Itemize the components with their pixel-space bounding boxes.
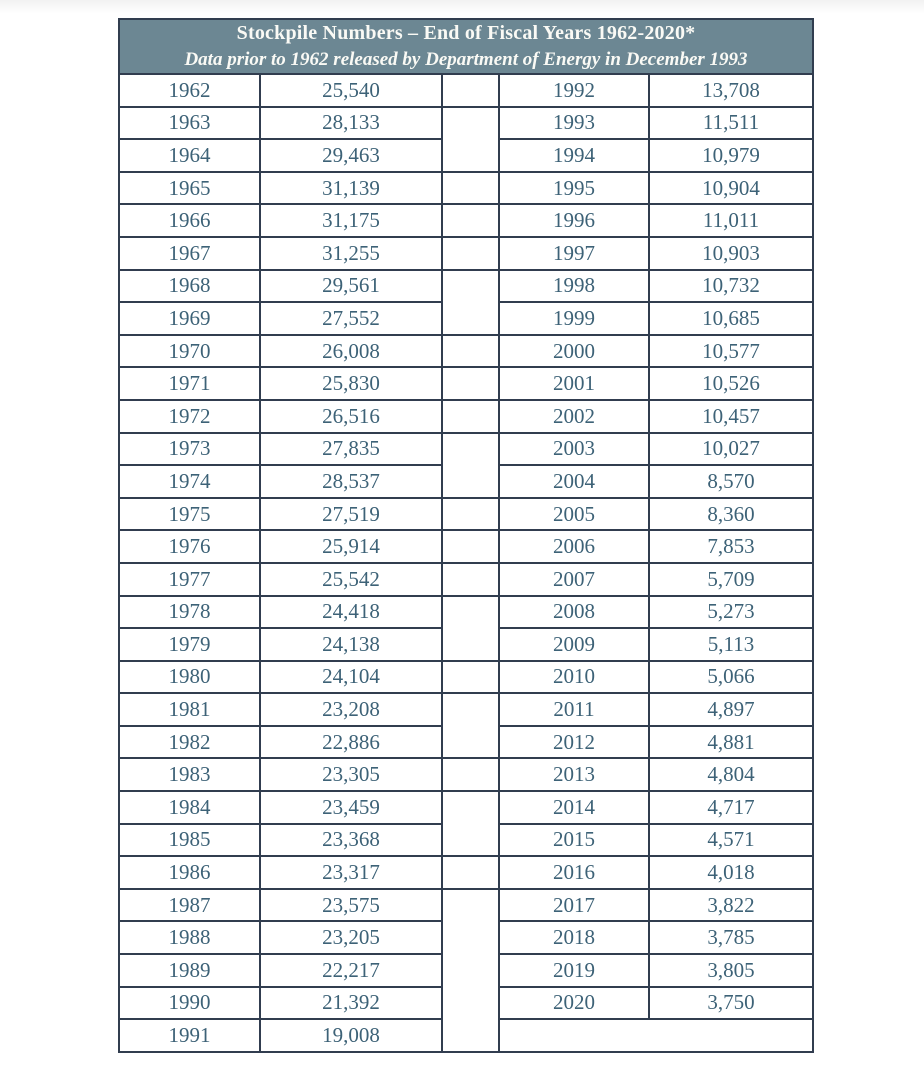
value-cell-right: 5,273 [649,596,813,629]
value-cell-left: 21,392 [260,987,442,1020]
value-cell-right: 13,708 [649,74,813,107]
year-cell-left: 1966 [119,204,260,237]
gap-cell [442,270,499,335]
value-cell-left: 27,835 [260,433,442,466]
gap-cell [442,335,499,368]
value-cell-left: 28,537 [260,465,442,498]
value-cell-right: 3,785 [649,921,813,954]
gap-cell [442,400,499,433]
year-cell-right: 2008 [499,596,649,629]
year-cell-right: 2004 [499,465,649,498]
value-cell-left: 24,104 [260,661,442,694]
value-cell-right: 10,685 [649,302,813,335]
value-cell-right: 10,903 [649,237,813,270]
value-cell-right: 10,526 [649,367,813,400]
value-cell-right: 3,750 [649,987,813,1020]
value-cell-right: 4,018 [649,856,813,889]
value-cell-right: 4,571 [649,824,813,857]
gap-cell [442,758,499,791]
year-cell-right: 2005 [499,498,649,531]
table-row [119,596,813,629]
year-cell-right: 2002 [499,400,649,433]
year-cell-left: 1987 [119,889,260,922]
value-cell-left: 25,542 [260,563,442,596]
table-row [119,270,813,303]
year-cell-left: 1984 [119,791,260,824]
value-cell-left: 31,175 [260,204,442,237]
page-top-shade [0,0,924,14]
value-cell-right: 10,979 [649,139,813,172]
year-cell-left: 1978 [119,596,260,629]
value-cell-right: 10,577 [649,335,813,368]
gap-cell [442,433,499,498]
value-cell-right: 4,897 [649,693,813,726]
year-cell-right: 1997 [499,237,649,270]
value-cell-left: 23,317 [260,856,442,889]
value-cell-left: 23,368 [260,824,442,857]
table-row [119,74,813,107]
table-row [119,856,813,889]
value-cell-left: 25,540 [260,74,442,107]
table-row [119,367,813,400]
empty-cell [499,1019,813,1052]
value-cell-right: 10,457 [649,400,813,433]
gap-cell [442,530,499,563]
year-cell-left: 1979 [119,628,260,661]
gap-cell [442,889,499,1052]
year-cell-right: 2001 [499,367,649,400]
value-cell-left: 28,133 [260,107,442,140]
gap-cell [442,74,499,107]
year-cell-right: 1995 [499,172,649,205]
value-cell-right: 7,853 [649,530,813,563]
gap-cell [442,693,499,758]
gap-cell [442,204,499,237]
year-cell-left: 1969 [119,302,260,335]
table-header-row [119,19,813,74]
value-cell-right: 4,717 [649,791,813,824]
year-cell-left: 1986 [119,856,260,889]
table-row [119,791,813,824]
year-cell-left: 1973 [119,433,260,466]
table-row [119,433,813,466]
gap-cell [442,856,499,889]
gap-cell [442,661,499,694]
table-row [119,530,813,563]
year-cell-right: 1994 [499,139,649,172]
year-cell-right: 2003 [499,433,649,466]
year-cell-right: 2013 [499,758,649,791]
year-cell-left: 1963 [119,107,260,140]
value-cell-right: 5,066 [649,661,813,694]
year-cell-left: 1965 [119,172,260,205]
value-cell-left: 23,459 [260,791,442,824]
year-cell-left: 1972 [119,400,260,433]
year-cell-left: 1968 [119,270,260,303]
table-row [119,107,813,140]
year-cell-right: 2009 [499,628,649,661]
year-cell-right: 2015 [499,824,649,857]
value-cell-left: 23,575 [260,889,442,922]
value-cell-right: 10,027 [649,433,813,466]
year-cell-left: 1988 [119,921,260,954]
value-cell-right: 3,822 [649,889,813,922]
year-cell-left: 1977 [119,563,260,596]
table-row [119,335,813,368]
year-cell-left: 1982 [119,726,260,759]
table-subtitle: Data prior to 1962 released by Department of Energy in December 1993 [184,49,748,70]
year-cell-left: 1976 [119,530,260,563]
value-cell-left: 24,138 [260,628,442,661]
gap-cell [442,237,499,270]
year-cell-left: 1981 [119,693,260,726]
value-cell-right: 11,011 [649,204,813,237]
gap-cell [442,791,499,856]
value-cell-left: 26,516 [260,400,442,433]
year-cell-left: 1962 [119,74,260,107]
value-cell-left: 27,552 [260,302,442,335]
table-row [119,563,813,596]
value-cell-right: 11,511 [649,107,813,140]
table-row [119,889,813,922]
value-cell-left: 23,305 [260,758,442,791]
table-row [119,400,813,433]
year-cell-right: 1996 [499,204,649,237]
year-cell-right: 2020 [499,987,649,1020]
year-cell-right: 2006 [499,530,649,563]
value-cell-right: 10,732 [649,270,813,303]
year-cell-left: 1974 [119,465,260,498]
year-cell-right: 1998 [499,270,649,303]
value-cell-left: 26,008 [260,335,442,368]
year-cell-left: 1980 [119,661,260,694]
value-cell-right: 4,804 [649,758,813,791]
value-cell-left: 22,217 [260,954,442,987]
table-row [119,237,813,270]
gap-cell [442,563,499,596]
year-cell-right: 2007 [499,563,649,596]
value-cell-right: 8,570 [649,465,813,498]
value-cell-left: 25,914 [260,530,442,563]
gap-cell [442,498,499,531]
table-body [119,74,813,1052]
value-cell-left: 19,008 [260,1019,442,1052]
year-cell-right: 2019 [499,954,649,987]
gap-cell [442,596,499,661]
value-cell-left: 25,830 [260,367,442,400]
value-cell-right: 5,709 [649,563,813,596]
table-row [119,498,813,531]
year-cell-right: 1999 [499,302,649,335]
stockpile-table [118,18,814,1053]
value-cell-left: 23,205 [260,921,442,954]
year-cell-left: 1971 [119,367,260,400]
value-cell-left: 22,886 [260,726,442,759]
table-row [119,661,813,694]
year-cell-right: 2016 [499,856,649,889]
year-cell-left: 1990 [119,987,260,1020]
year-cell-right: 1993 [499,107,649,140]
value-cell-right: 8,360 [649,498,813,531]
value-cell-left: 31,139 [260,172,442,205]
value-cell-left: 29,463 [260,139,442,172]
year-cell-right: 2012 [499,726,649,759]
year-cell-right: 2011 [499,693,649,726]
value-cell-left: 23,208 [260,693,442,726]
year-cell-right: 2018 [499,921,649,954]
year-cell-left: 1967 [119,237,260,270]
table-row [119,693,813,726]
year-cell-left: 1970 [119,335,260,368]
value-cell-right: 10,904 [649,172,813,205]
value-cell-right: 3,805 [649,954,813,987]
year-cell-left: 1964 [119,139,260,172]
year-cell-left: 1991 [119,1019,260,1052]
value-cell-left: 31,255 [260,237,442,270]
year-cell-right: 2010 [499,661,649,694]
gap-cell [442,172,499,205]
value-cell-right: 5,113 [649,628,813,661]
table-row [119,172,813,205]
year-cell-right: 2000 [499,335,649,368]
year-cell-right: 2017 [499,889,649,922]
value-cell-left: 29,561 [260,270,442,303]
year-cell-left: 1985 [119,824,260,857]
value-cell-left: 27,519 [260,498,442,531]
year-cell-left: 1989 [119,954,260,987]
year-cell-right: 2014 [499,791,649,824]
year-cell-left: 1983 [119,758,260,791]
table-header-cell [119,19,813,74]
value-cell-right: 4,881 [649,726,813,759]
gap-cell [442,107,499,172]
gap-cell [442,367,499,400]
value-cell-left: 24,418 [260,596,442,629]
year-cell-left: 1975 [119,498,260,531]
table-title: Stockpile Numbers – End of Fiscal Years 1962-2020* [236,22,696,44]
year-cell-right: 1992 [499,74,649,107]
table-row [119,758,813,791]
table-row [119,204,813,237]
